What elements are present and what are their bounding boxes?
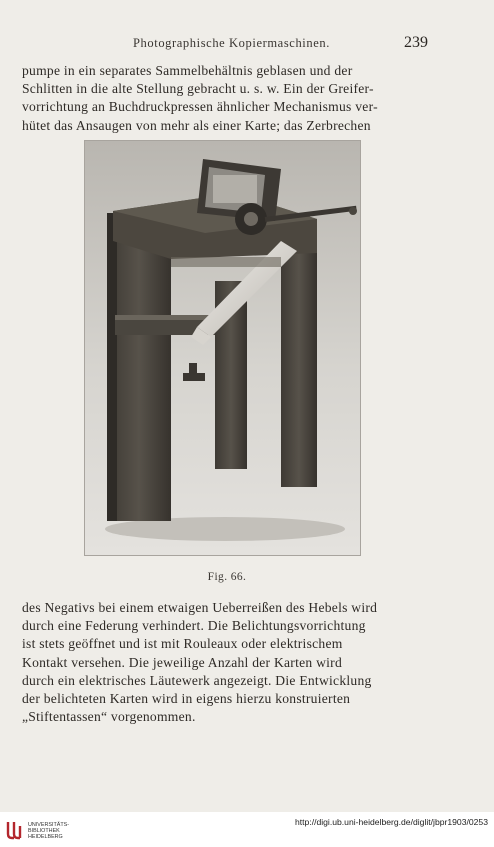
text-line: durch eine Federung verhindert. Die Belichtungsvorrichtung [22,618,366,634]
figure-photo-copying-machine [84,140,361,556]
paragraph-top [22,62,430,135]
library-logo[interactable] [6,820,126,846]
permalink-url[interactable]: http://digi.ub.uni-heidelberg.de/diglit/jbpr1903/0253 [294,817,488,827]
paragraph-bottom [22,599,430,726]
figure-caption: Fig. 66. [207,571,247,583]
library-name-line: UNIVERSITÄTS- [28,822,70,828]
running-head: Photographische Kopiermaschinen. [133,36,330,50]
machine-illustration [85,141,360,555]
text-line: Schlitten in die alte Stellung gebracht u. s. w. Ein der Greifer- [22,81,374,97]
text-line: pumpe in ein separates Sammelbehältnis geblasen und der [22,63,353,78]
library-name-line: BIBLIOTHEK [28,828,60,835]
library-name-line: HEIDELBERG [28,834,63,841]
text-line: vorrichtung an Buchdruckpressen ähnlicher Mechanismus ver- [22,99,378,115]
text-line: Kontakt versehen. Die jeweilige Anzahl der Karten wird [22,654,343,670]
page-number: 239 [404,34,428,51]
library-name [28,822,69,841]
text-line: hütet das Ansaugen von mehr als einer Karte; das Zerbrechen [22,117,371,133]
text-line: „Stiftentassen“ vorgenommen. [22,709,196,725]
text-line: des Negativs bei einem etwaigen Ueberreißen des Hebels wird [22,600,378,615]
text-line: der belichteten Karten wird in eigens hierzu konstruierten [22,691,351,707]
ub-heidelberg-logo-icon [6,820,22,840]
text-line: durch ein elektrisches Läutewerk angezeigt. Die Entwicklung [22,672,372,688]
text-line: ist stets geöffnet und ist mit Rouleaux oder elektrischem [22,636,343,652]
viewer-footer [0,812,494,847]
